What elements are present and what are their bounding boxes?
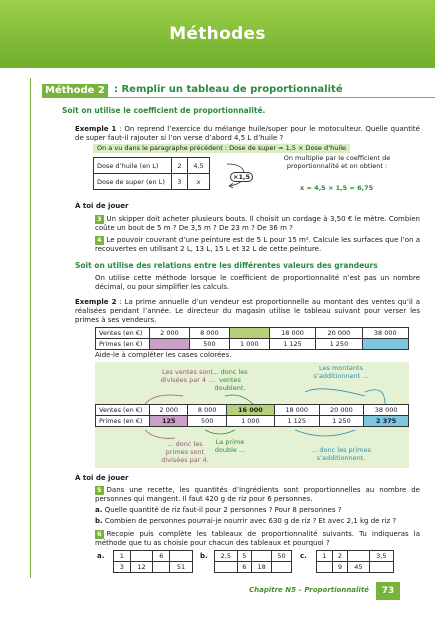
note-ventes-divisees: Les ventes sont divisées par 4 ... [160,368,215,384]
table-cell: 50 [272,551,292,562]
table-cell [215,562,238,573]
table-cell: 2 [172,158,188,174]
question-b-text: Combien de personnes pourrai-je nourrir avec 630 g de riz ? Et avec 2,1 kg de riz ? [104,517,397,525]
table-cell: 2 [332,551,348,562]
table-cell: 1 000 [226,416,274,427]
example2-label: Exemple 2 [75,298,117,306]
note-prime-double: La prime double ... [214,438,246,454]
table-cell: 1 250 [316,339,362,350]
page-header [0,0,435,68]
toi2-title: À toi de jouer [75,474,129,482]
table-cell: 20 000 [316,328,362,339]
table-cell: 38 000 [362,328,408,339]
table-cell [252,551,272,562]
table-c-label: c. [300,552,307,560]
table-cell: Primes (en €) [96,339,150,350]
table-cell: x [188,174,210,190]
note-primes-additionnent: ... donc les primes s’additionnent. [311,446,371,462]
table-cell: 1 250 [319,416,364,427]
table-cell-colored [150,339,190,350]
exercise-4-text: Le pouvoir couvrant d’une peinture est de 5 L pour 15 m². Calcule les surfaces que l’on a recouvertes en utilisant 2 L, 13 L, 15 L et 32 L de cette peinture. [95,236,420,253]
table-cell: 45 [348,562,369,573]
method-heading [42,84,435,98]
table-cell [348,551,369,562]
table-a [113,550,193,573]
table-cell: 1 125 [269,339,315,350]
table-cell: 2 000 [150,405,188,416]
question-b [95,517,420,526]
table-cell: 38 000 [364,405,409,416]
table-cell: 3,5 [369,551,393,562]
table-cell [272,562,292,573]
table-cell: 6 [237,562,252,573]
table-cell: 18 [252,562,272,573]
question-a-label: a. [95,506,103,514]
table-cell: 51 [170,562,193,573]
section2-title: Soit on utilise des relations entre les différentes valeurs des grandeurs [75,261,378,270]
table-cell-colored [362,339,408,350]
multiplier-label: ×1,5 [230,172,253,182]
table-cell: 1 [317,551,333,562]
page-number: 73 [376,582,400,600]
note-montants: Les montants s’additionnent ... [313,364,369,380]
method-badge: Méthode 2 [42,84,108,97]
table-cell-solved: 16 000 [226,405,274,416]
section1-title: Soit on utilise le coefficient de proportionnalité. [62,106,266,115]
exercise-6 [95,530,420,548]
table-cell: 1 125 [274,416,319,427]
table-cell: Dose de super (en L) [94,174,172,190]
exercise-3 [95,215,420,233]
table-cell: 500 [188,416,226,427]
table-b [214,550,292,573]
note-donc-ventes: ... donc les ventes doublent. [212,368,248,392]
table-oil-super [93,157,210,190]
table-a-label: a. [97,552,105,560]
table-cell: 8 000 [189,328,229,339]
question-a-text: Quelle quantité de riz faut-il pour 2 personnes ? Pour 8 personnes ? [104,506,342,514]
table-cell [130,551,153,562]
table-cell: 9 [332,562,348,573]
table-cell: 5 [237,551,252,562]
table-cell: 20 000 [319,405,364,416]
question-b-label: b. [95,517,103,525]
table-cell: 3 [114,562,131,573]
exercise-3-number: 3 [97,215,102,223]
result-line [300,184,373,192]
exercise-4-number: 4 [97,236,102,244]
table-b-label: b. [200,552,208,560]
table-cell: 1 [114,551,131,562]
section2-intro: On utilise cette méthode lorsque le coefficient de proportionnalité n’est pas un nombre décimal, ou pour simplifier les calculs. [95,274,420,291]
table-sales-primes [95,327,409,350]
note-primes-divisees: ... donc les primes sont divisées par 4. [161,440,209,464]
example2-body: : La prime annuelle d’un vendeur est proportionnelle au montant des ventes qu’il a réalisées pendant l’année. Le directeur du magasin utilise le tableau suivant pour verser les primes à ses vendeurs. [75,298,420,324]
table-sales-primes-solved [95,404,409,427]
table-cell: 18 000 [274,405,319,416]
exercise-5-text: Dans une recette, les quantités d’ingrédients sont proportionnelles au nombre de personnes qui mangent. Il faut 420 g de riz pour 6 personnes. [95,486,420,503]
table-cell: Ventes (en €) [96,328,150,339]
question-a [95,506,420,515]
example1-text [75,125,420,143]
table-cell [170,551,193,562]
table-cell: Ventes (en €) [96,405,150,416]
table-cell [317,562,333,573]
exercise-6-text: Recopie puis complète les tableaux de proportionnalité suivants. Tu indiqueras la méthode que tu as choisie pour chacun des tableaux et pourquoi ? [95,530,420,547]
table-cell: 1 000 [229,339,269,350]
exercise-5 [95,486,420,504]
page-title: Méthodes [169,24,266,44]
table-cell [369,562,393,573]
table-cell: 4,5 [188,158,210,174]
table-cell: 18 000 [269,328,315,339]
table-cell: 8 000 [188,405,226,416]
left-rule [30,78,31,578]
table-cell: 3 [172,174,188,190]
table-cell-solved: 125 [150,416,188,427]
example1-body: : On reprend l’exercice du mélange huile/super pour le motoculteur. Quelle quantité de super faut-il rajouter si l’on verse d’abord 4,5 L d’huile ? [75,125,420,142]
table-cell-solved: 2 375 [364,416,409,427]
chapter-footer: Chapitre N5 – Proportionnalité [249,586,369,594]
table-cell: Primes (en €) [96,416,150,427]
aide-text: Aide-le à compléter les cases colorées. [95,351,232,359]
example2-text [75,298,420,325]
example1-label: Exemple 1 [75,125,117,133]
result-text: x = 4,5 × 1,5 = 6,75 [300,184,374,192]
multiplier-note: On multiplie par le coefficient de proportionnalité et on obtient : [283,154,391,170]
method-title: : Remplir un tableau de proportionnalité [114,84,343,95]
toi1-title: À toi de jouer [75,202,129,210]
table-cell: 12 [130,562,153,573]
table-cell: Dose d’huile (en L) [94,158,172,174]
table-cell [153,562,170,573]
table-cell: 2 000 [150,328,190,339]
table-cell: 6 [153,551,170,562]
exercise-3-text: Un skipper doit acheter plusieurs bouts. Il choisit un cordage à 3,50 € le mètre. Combien coûte un bout de 5 m ? De 3,5 m ? De 23 m ? De 36 m ? [95,215,420,232]
table-cell-colored [229,328,269,339]
exercise-5-number: 5 [97,486,102,494]
table-c [316,550,394,573]
recall-box: On a vu dans le paragraphe précédent : Dose de super = 1,5 × Dose d’huile [93,144,350,153]
exercise-4 [95,236,420,254]
table-cell: 2,5 [215,551,238,562]
table-cell: 500 [189,339,229,350]
exercise-6-number: 6 [97,530,102,538]
